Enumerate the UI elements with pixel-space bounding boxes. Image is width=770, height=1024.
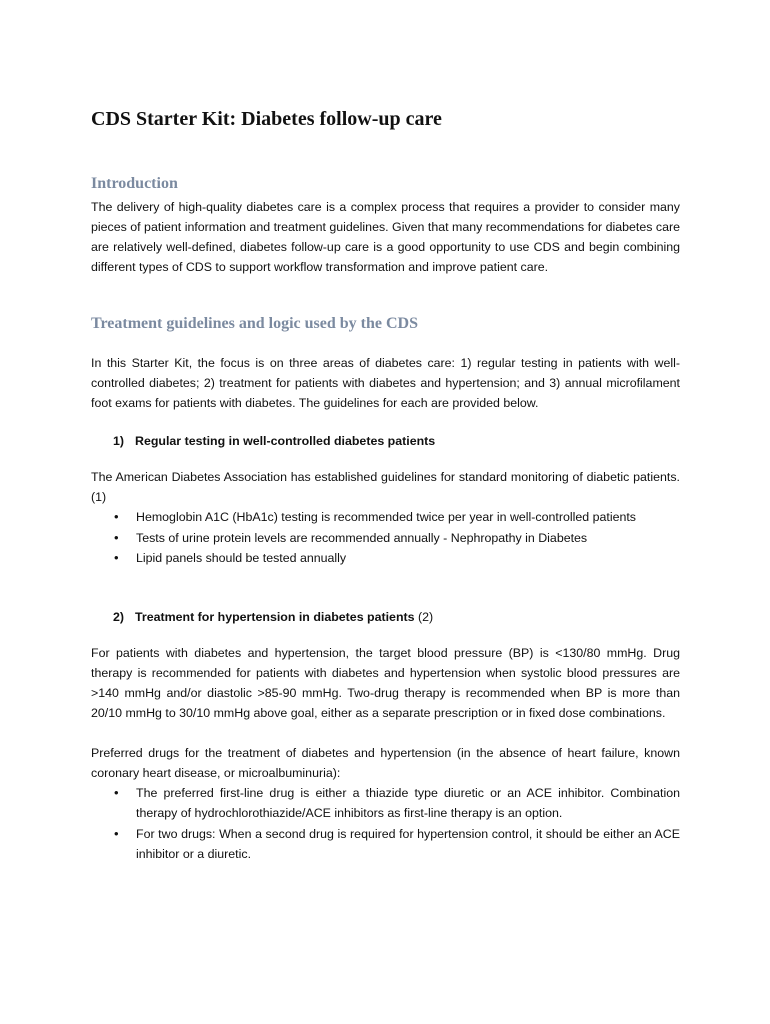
section-2-heading [113,607,680,627]
section-2-bullet-list [91,783,680,865]
introduction-paragraph: The delivery of high-quality diabetes care is a complex process that requires a provider to consider many pieces of patient information and treatment guidelines. Given that many recommendations for diabetes care are relatively well-defined, diabetes follow-up care is a good opportunity to use CDS and begin combining different types of CDS to support workflow transformation and improve patient care. [91,200,680,274]
document-title: CDS Starter Kit: Diabetes follow-up care [91,108,442,130]
section-1-bullet-list [91,507,680,569]
section-2-reference: (2) [414,609,434,624]
list-item: • Lipid panels should be tested annually [91,548,680,569]
list-item: • Hemoglobin A1C (HbA1c) testing is recommended twice per year in well-controlled patients [91,507,680,528]
section-1-title: Regular testing in well-controlled diabetes patients [135,434,436,448]
section-1-paragraph: The American Diabetes Association has established guidelines for standard monitoring of diabetic patients.(1) [91,470,680,504]
section-1-number: 1) [113,434,125,448]
document-body [91,108,680,865]
list-item: • The preferred first-line drug is either a thiazide type diuretic or an ACE inhibitor. Combination therapy of hydrochlorothiazide/ACE inhibitors as first-line therapy is an option. [91,783,680,824]
guidelines-heading: Treatment guidelines and logic used by the CDS [91,315,418,332]
section-2-paragraph: For patients with diabetes and hypertension, the target blood pressure (BP) is <130/80 mmHg. Drug therapy is recommended for patients with diabetes and hypertension when systolic blood pressures are >140 mmHg and/or diastolic >85-90 mmHg. Two-drug therapy is recommended when BP is more than 20/10 mmHg to 30/10 mmHg above goal, either as a separate prescription or in fixed dose combinations. [91,645,680,720]
introduction-heading: Introduction [91,175,178,192]
list-item: • Tests of urine protein levels are recommended annually - Nephropathy in Diabetes [91,528,680,549]
section-2-title: Treatment for hypertension in diabetes patients [135,609,415,624]
section-1-heading [113,431,680,451]
guidelines-paragraph: In this Starter Kit, the focus is on three areas of diabetes care: 1) regular testing in patients with well-controlled diabetes; 2) treatment for patients with diabetes and hypertension; and 3) annual microfilament foot exams for patients with diabetes. The guidelines for each are provided below. [91,356,680,410]
list-item: • For two drugs: When a second drug is required for hypertension control, it should be either an ACE inhibitor or a diuretic. [91,824,680,865]
section-2-number: 2) [113,609,125,624]
section-2-paragraph-2: Preferred drugs for the treatment of diabetes and hypertension (in the absence of heart failure, known coronary heart disease, or microalbuminuria): [91,745,680,780]
